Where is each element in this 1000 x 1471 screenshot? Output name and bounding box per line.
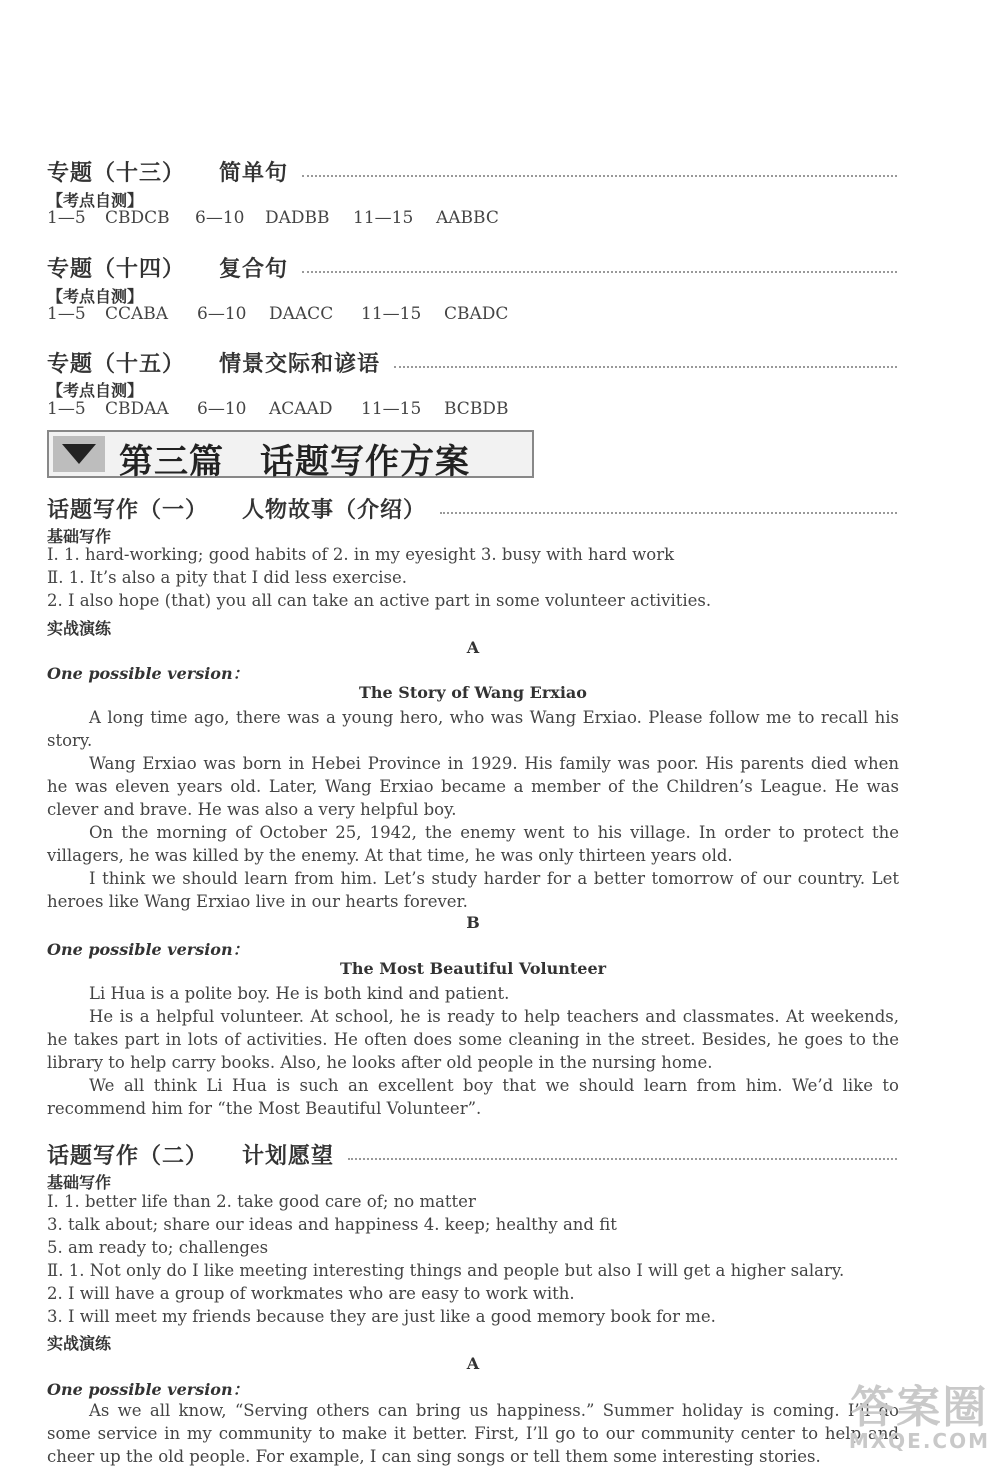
topic-14-title: 专题（十四） — [47, 257, 186, 282]
writing-1-basic-label: 基础写作 — [47, 527, 112, 546]
writing-1-practice-label: 实战演练 — [47, 619, 112, 638]
writing-1-basic-line: 2. I also hope (that) you all can take an active part in some volunteer activities. — [47, 591, 712, 610]
writing-1-title: 话题写作（一） — [47, 498, 209, 523]
topic-13-label: 【考点自测】 — [47, 191, 144, 210]
topic-15-heading — [47, 347, 897, 378]
topic-14-heading — [47, 252, 897, 283]
topic-13-title: 专题（十三） — [47, 161, 186, 186]
writing-1-a-paragraph: Wang Erxiao was born in Hebei Province in 1929. His family was poor. His parents died when he was eleven years old. Later, Wang Erxiao became a member of the Children’s League. He was clever and brave. He was also a very helpful boy. — [47, 754, 899, 819]
dotted-divider — [394, 366, 897, 368]
writing-1-a-paragraph: On the morning of October 25, 1942, the enemy went to his village. In order to protect the villagers, he was killed by the enemy. At that time, he was only thirteen years old. — [47, 823, 899, 865]
topic-13-heading — [47, 156, 897, 187]
site-watermark: 答案圈 MXQE.COM — [848, 1382, 990, 1453]
topic-14-label: 【考点自测】 — [47, 287, 144, 306]
topic-13-answers: 1—5 CBDCB 6—10 DADBB 11—15 AABBC — [47, 208, 499, 228]
writing-2-practice-label: 实战演练 — [47, 1334, 112, 1353]
writing-1-b-letter: B — [466, 913, 480, 932]
writing-1-b-paragraph: Li Hua is a polite boy. He is both kind and patient. — [89, 984, 510, 1003]
writing-1-name: 人物故事（介绍） — [242, 498, 427, 523]
writing-2-basic-line: Ⅰ. 1. better life than 2. take good care of; no matter — [47, 1192, 476, 1211]
writing-2-basic-label: 基础写作 — [47, 1173, 112, 1192]
writing-2-basic-line: 5. am ready to; challenges — [47, 1238, 269, 1257]
writing-1-basic-line: Ⅰ. 1. hard-working; good habits of 2. in my eyesight 3. busy with hard work — [47, 545, 675, 564]
section-banner — [47, 430, 534, 482]
dotted-divider — [302, 271, 897, 273]
writing-1-a-paragraph: A long time ago, there was a young hero, who was Wang Erxiao. Please follow me to recall his story. — [47, 708, 899, 750]
writing-1-a-title: The Story of Wang Erxiao — [359, 683, 587, 702]
topic-15-answers: 1—5 CBDAA 6—10 ACAAD 11—15 BCBDB — [47, 399, 509, 419]
writing-1-b-paragraph: He is a helpful volunteer. At school, he is ready to help teachers and classmates. At weekends, he takes part in lots of activities. He often does some cleaning in the street. Besides, he goes to the library to help carry books. Also, he looks after old people in the nursing home. — [47, 1007, 899, 1072]
writing-2-basic-line: Ⅱ. 1. Not only do I like meeting interesting things and people but also I will get a higher salary. — [47, 1261, 845, 1280]
down-arrow-icon — [53, 436, 105, 472]
writing-1-version-label: One possible version： — [47, 940, 249, 959]
topic-13-name: 简单句 — [219, 161, 289, 186]
writing-1-b-title: The Most Beautiful Volunteer — [339, 959, 607, 978]
dotted-divider — [348, 1158, 897, 1160]
writing-1-basic-line: Ⅱ. 1. It’s also a pity that I did less exercise. — [47, 568, 407, 587]
writing-1-a-paragraph: I think we should learn from him. Let’s study harder for a better tomorrow of our country. Let heroes like Wang Erxiao live in our hearts forever. — [47, 869, 899, 911]
writing-2-version-label: One possible version： — [47, 1380, 249, 1399]
writing-2-title: 话题写作（二） — [47, 1144, 209, 1169]
writing-1-b-paragraph: We all think Li Hua is such an excellent boy that we should learn from him. We’d like to recommend him for “the Most Beautiful Volunteer”. — [47, 1076, 899, 1118]
topic-14-answers: 1—5 CCABA 6—10 DAACC 11—15 CBADC — [47, 304, 509, 324]
dotted-divider — [440, 512, 897, 514]
writing-2-a-letter: A — [466, 1354, 480, 1373]
writing-2-basic-line: 3. talk about; share our ideas and happiness 4. keep; healthy and fit — [47, 1215, 617, 1234]
writing-2-a-paragraph: As we all know, “Serving others can bring us happiness.” Summer holiday is coming. I’ll do some service in my community to make it better. First, I’ll go to our community center to help and cheer up the old people. For example, I can sing songs or tell them some interesting stories. — [47, 1401, 899, 1466]
writing-2-name: 计划愿望 — [242, 1144, 335, 1169]
topic-15-name: 情景交际和谚语 — [219, 352, 381, 377]
topic-15-label: 【考点自测】 — [47, 381, 144, 400]
topic-14-name: 复合句 — [219, 257, 289, 282]
dotted-divider — [302, 175, 897, 177]
writing-2-basic-line: 3. I will meet my friends because they are just like a good memory book for me. — [47, 1307, 716, 1326]
writing-2-basic-line: 2. I will have a group of workmates who are easy to work with. — [47, 1284, 575, 1303]
writing-2-heading — [47, 1139, 897, 1170]
writing-1-heading — [47, 493, 897, 524]
writing-1-a-letter: A — [466, 638, 480, 657]
topic-15-title: 专题（十五） — [47, 352, 186, 377]
section-title: 第三篇 话题写作方案 — [119, 442, 470, 482]
writing-1-version-label: One possible version： — [47, 664, 249, 683]
